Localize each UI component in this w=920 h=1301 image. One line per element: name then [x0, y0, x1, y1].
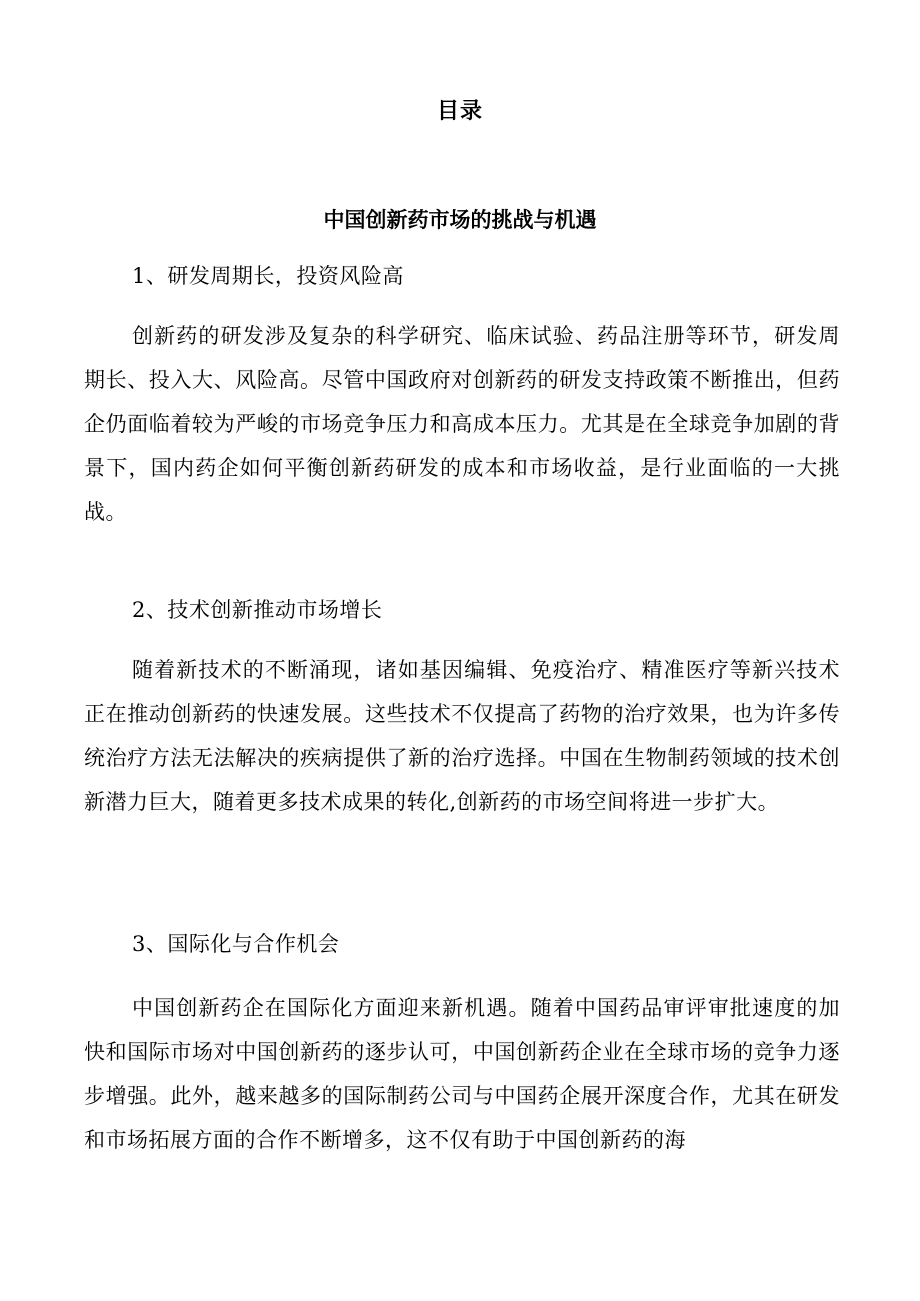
paragraph-text: 中国创新药企在国际化方面迎来新机遇。随着中国药品审评审批速度的加快和国际市场对中国创新药的逐步认可，中国创新药企业在全球市场的竞争力逐步增强。此外，越来越多的国际制药公司与中国药企展开深度合作，尤其在研发和市场拓展方面的合作不断增多，这不仅有助于中国创新药的海: [84, 996, 840, 1152]
section-2-heading: [84, 588, 840, 632]
section-heading-text: 3、国际化与合作机会: [132, 932, 340, 956]
section-3-heading: [84, 922, 840, 966]
section-2-paragraph: [84, 648, 840, 824]
section-heading-text: 2、技术创新推动市场增长: [132, 598, 383, 622]
toc-title: 目录: [436, 98, 483, 124]
document-title: 中国创新药市场的挑战与机遇: [323, 207, 597, 232]
section-heading-text: 1、研发周期长，投资风险高: [132, 264, 404, 288]
paragraph-text: 创新药的研发涉及复杂的科学研究、临床试验、药品注册等环节，研发周期长、投入大、风险高。尽管中国政府对创新药的研发支持政策不断推出，但药企仍面临着较为严峻的市场竞争压力和高成本压力。尤其是在全球竞争加剧的背景下，国内药企如何平衡创新药研发的成本和市场收益，是行业面临的一大挑战。: [84, 324, 840, 524]
section-3-paragraph: [84, 986, 840, 1162]
paragraph-text: 随着新技术的不断涌现，诸如基因编辑、免疫治疗、精准医疗等新兴技术正在推动创新药的快速发展。这些技术不仅提高了药物的治疗效果，也为许多传统治疗方法无法解决的疾病提供了新的治疗选择。中国在生物制药领域的技术创新潜力巨大，随着更多技术成果的转化,创新药的市场空间将进一步扩大。: [84, 658, 840, 814]
section-1-heading: [84, 254, 840, 298]
section-1-paragraph: [84, 314, 840, 534]
